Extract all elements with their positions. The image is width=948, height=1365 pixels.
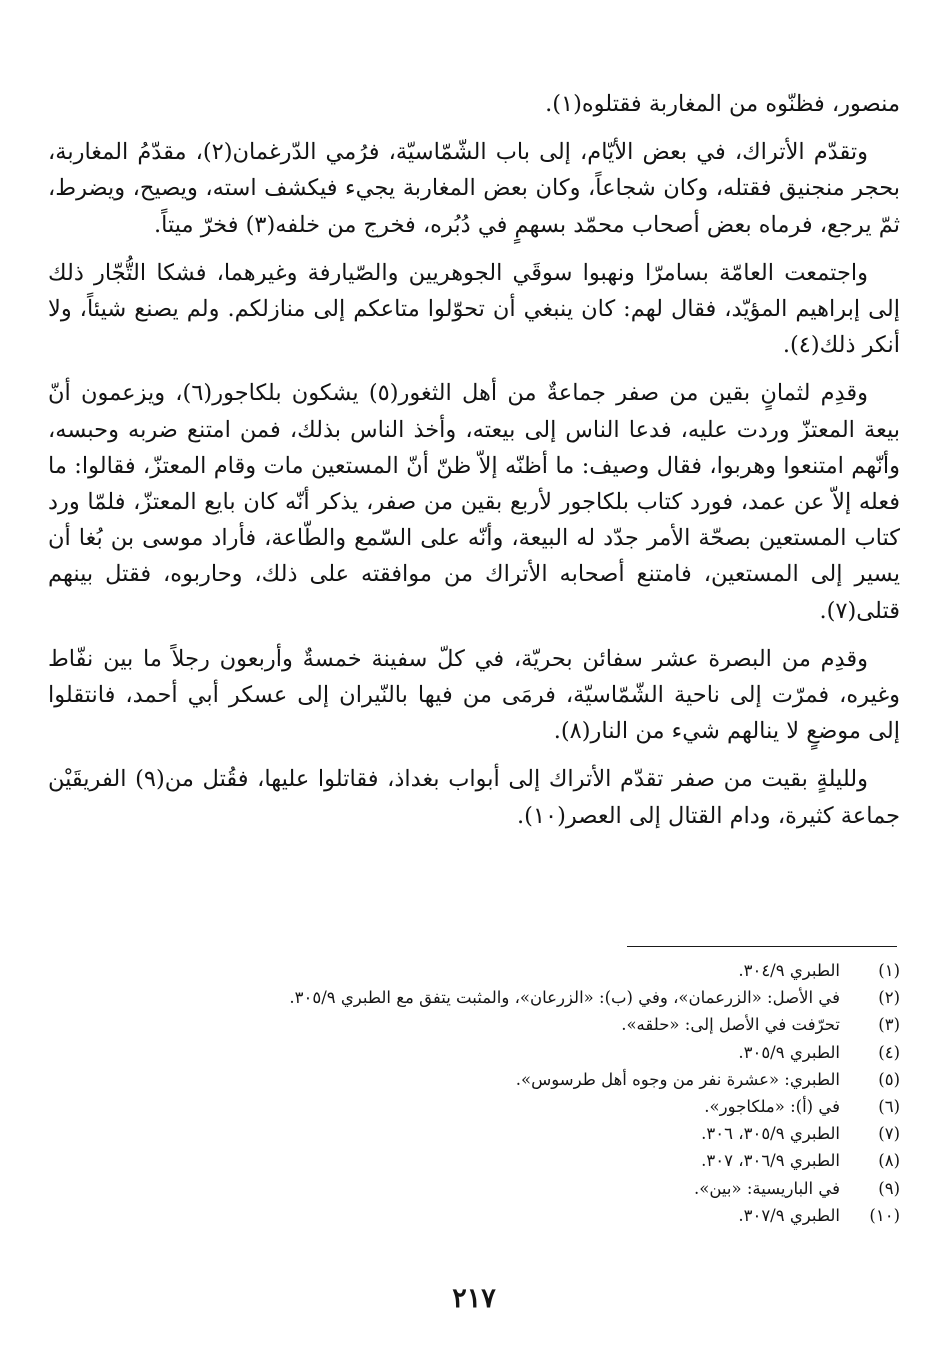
main-text <box>48 86 900 846</box>
footnote-text: الطبري ٣٠٦/٩، ٣٠٧. <box>701 1151 840 1171</box>
footnote <box>48 1093 900 1120</box>
footnote <box>48 1039 900 1066</box>
footnote-text: الطبري ٣٠٥/٩، ٣٠٦. <box>701 1124 840 1144</box>
footnote-number: (٧) <box>878 1124 900 1144</box>
paragraph: وقدِم لثمانٍ بقين من صفر جماعةٌ من أهل الثغور(٥) يشكون بلكاجور(٦)، ويزعمون أنّ بيعة المعتزّ وردت عليه، فدعا الناس إلى بيعته، وأخذ الناس بذلك، فمن امتنع ضربه وحبسه، وأنّهم امتنعوا وهربوا، فقال وصيف: ما أظنّه إلاّ ظنّ أنّ المستعين مات وقام المعتزّ، فقالوا: ما فعله إلاّ عن عمد، فورد كتاب بلكاجور لأربع بقين من صفر، يذكر أنّه كان بايع المعتزّ، فلمّا ورد كتاب المستعين بصحّة الأمر جدّد له البيعة، وأنّه على السّمع والطّاعة، فأراد موسى بن بُغا أن يسير إلى المستعين، فامتنع أصحابه الأتراك من موافقته على ذلك، وحاربوه، فقتل بينهم قتلى(٧). <box>48 380 900 624</box>
footnote <box>48 1120 900 1147</box>
footnote-number: (٩) <box>878 1178 900 1198</box>
footnote-number: (٥) <box>878 1069 900 1089</box>
footnote-number: (٦) <box>878 1096 900 1116</box>
footnote-number: (٣) <box>878 1015 900 1035</box>
footnote-text: في الباريسية: «بين». <box>694 1178 840 1198</box>
page-number: ٢١٧ <box>452 1283 496 1314</box>
paragraph: وقدِم من البصرة عشر سفائن بحريّة، في كلّ سفينة خمسةٌ وأربعون رجلاً ما بين نفّاط وغيره، فمرّت إلى ناحية الشّمّاسيّة، فرمَى من فيها بالنّيران إلى عسكر أبي أحمد، فانتقلوا إلى موضعٍ لا ينالهم شيء من النار(٨). <box>48 645 900 745</box>
footnote-text: الطبري ٣٠٥/٩. <box>738 1042 840 1062</box>
footnote-number: (١) <box>878 961 900 980</box>
footnote <box>48 1147 900 1174</box>
footnote-text: في الأصل: «الزرعمان»، وفي (ب): «الزرعان»، والمثبت يتفق مع الطبري ٣٠٥/٩. <box>289 988 840 1008</box>
footnote-text: الطبري ٣٠٧/٩. <box>738 1205 840 1225</box>
footnote <box>48 957 900 984</box>
footnote-number: (١٠) <box>869 1205 900 1225</box>
footnote-text: الطبري: «عشرة نفر من وجوه أهل طرسوس». <box>515 1069 840 1089</box>
footnote-number: (٢) <box>878 988 900 1008</box>
footnote-text: الطبري ٣٠٤/٩. <box>738 961 840 980</box>
paragraph: ولليلةٍ بقيت من صفر تقدّم الأتراك إلى أبواب بغداذ، فقاتلوا عليها، فقُتل من(٩) الفريقَيْن جماعة كثيرة، ودام القتال إلى العصر(١٠). <box>48 766 900 829</box>
footnote <box>48 1011 900 1038</box>
footnote <box>48 984 900 1011</box>
footnote <box>48 1175 900 1202</box>
footnote-text: في (أ): «ملكاجور». <box>704 1096 840 1116</box>
footnote-separator <box>627 946 897 947</box>
footnote <box>48 1066 900 1093</box>
footnote <box>48 1202 900 1229</box>
footnote-number: (٤) <box>878 1042 900 1062</box>
paragraph: منصور، فظنّوه من المغاربة فقتلوه(١). <box>545 91 900 117</box>
paragraph: وتقدّم الأتراك، في بعض الأيّام، إلى باب الشّمّاسيّة، فرُمي الدّرغمان(٢)، مقدّمُ المغاربة، بحجر منجنيق فقتله، وكان شجاعاً، وكان بعض المغاربة يجيء فيكشف استه، ويصيح، ويضرط، ثمّ يرجع، فرماه بعض أصحاب محمّد بسهمٍ في دُبُره، فخرج من خلفه(٣) فخرّ ميتاً. <box>48 139 900 238</box>
footnote-text: تحرّفت في الأصل إلى: «حلقه». <box>621 1015 840 1035</box>
footnotes-list <box>48 957 900 1229</box>
footnote-number: (٨) <box>878 1151 900 1171</box>
paragraph: واجتمعت العامّة بسامرّا ونهبوا سوقَي الجوهريين والصّيارفة وغيرهما، فشكا التُّجّار ذلك إلى إبراهيم المؤيّد، فقال لهم: كان ينبغي أن تحوّلوا متاعكم إلى منازلكم. ولم يصنع شيئاً، ولا أنكر ذلك(٤). <box>48 259 900 359</box>
